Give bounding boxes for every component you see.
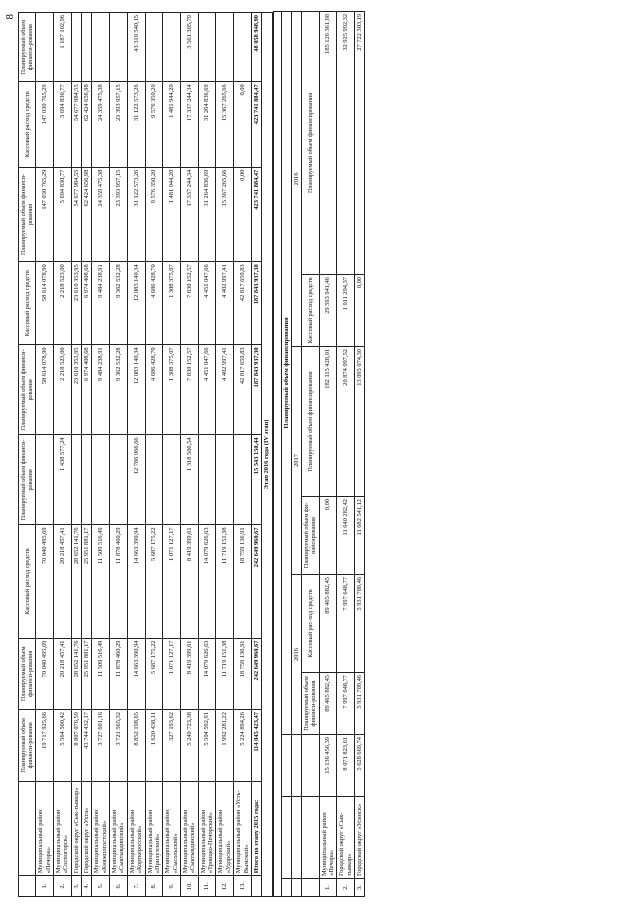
row-number: 7. (127, 876, 145, 897)
row-name: Городской округ «Усинск» (355, 797, 365, 879)
row-number: 12. (216, 876, 234, 897)
row-number: 1. (319, 879, 337, 897)
value-cell: 6 974 408,68 (82, 345, 92, 435)
value-cell: 9 484 238,91 (92, 345, 110, 435)
value-cell (36, 435, 54, 525)
value-cell (145, 13, 163, 82)
value-cell: 4 451 047,66 (198, 262, 216, 345)
value-cell: 25 951 881,17 (82, 525, 92, 638)
value-cell (234, 435, 252, 525)
value-cell: 58 614 078,90 (36, 345, 54, 435)
value-cell: 19 717 925,66 (36, 710, 54, 782)
row-name: Муниципальный район «Удорский» (216, 781, 234, 876)
value-cell: 147 030 765,29 (36, 82, 54, 167)
row-number: 5. (92, 876, 110, 897)
value-cell: 5 504 592,91 (198, 710, 216, 782)
value-cell: 15 367 265,66 (216, 167, 234, 262)
value-cell: 15 367 265,66 (216, 82, 234, 167)
value-cell: 0,00 (234, 82, 252, 167)
value-cell: 43 310 540,15 (127, 13, 145, 82)
value-cell: 43 744 432,17 (82, 710, 92, 782)
value-cell: 89 465 882,45 (319, 575, 337, 673)
value-cell: 8 419 399,61 (181, 638, 199, 710)
stage-label: Этап 2016 года (IV этап) (262, 13, 272, 897)
row-number: 8. (145, 876, 163, 897)
total-cell: 187 843 937,30 (251, 345, 261, 435)
header-cell: Планируемый объем финансирования (302, 11, 319, 274)
value-cell (163, 13, 181, 82)
row-name: Городской округ «Сык-тывкар» (337, 797, 355, 879)
value-cell: 54 677 984,55 (71, 167, 81, 262)
table-row (355, 11, 365, 896)
header-cell (19, 876, 36, 897)
table-row (163, 13, 181, 897)
row-name: Городской округ «Сык-тывкар» (71, 781, 81, 876)
value-cell: 23 610 353,95 (71, 345, 81, 435)
table-row (92, 13, 110, 897)
value-cell: 12 786 066,66 (127, 435, 145, 525)
value-cell (36, 13, 54, 82)
row-number: 13. (234, 876, 252, 897)
value-cell: 9 362 532,28 (110, 262, 128, 345)
value-cell: 9 576 350,20 (145, 167, 163, 262)
value-cell: 24 359 475,38 (92, 82, 110, 167)
value-cell: 89 465 882,45 (319, 673, 337, 735)
row-number: 2. (337, 879, 355, 897)
value-cell: 1 071 127,17 (163, 525, 181, 638)
row-name: Муниципальный район «Сыктывдинский» (181, 781, 199, 876)
value-cell: 23 393 957,15 (110, 82, 128, 167)
row-number: 6. (110, 876, 128, 897)
value-cell: 327 193,62 (163, 710, 181, 782)
table-row (337, 11, 355, 896)
table-sheet (18, 12, 365, 897)
value-cell: 1 071 127,17 (163, 638, 181, 710)
value-cell: 17 337 244,34 (181, 167, 199, 262)
value-cell: 20 218 457,41 (53, 638, 71, 710)
value-cell: 3 721 565,32 (110, 710, 128, 782)
value-cell: 1 308 375,07 (163, 345, 181, 435)
total-cell: 242 649 960,67 (251, 525, 261, 638)
value-cell: 4 451 047,66 (198, 345, 216, 435)
value-cell: 11 878 460,29 (110, 638, 128, 710)
value-cell: 5 931 709,46 (355, 673, 365, 735)
value-cell (145, 435, 163, 525)
table2-title-row (281, 11, 291, 896)
header-cell: Планируемый объем финанси-рования (302, 673, 319, 735)
value-cell: 5 687 175,22 (145, 638, 163, 710)
year-2017: 2017 (291, 347, 301, 575)
value-cell (82, 435, 92, 525)
stage-row (262, 13, 272, 897)
value-cell: 11 878 460,29 (110, 525, 128, 638)
value-cell: 0,00 (355, 275, 365, 347)
row-name: Муниципальный район «Сыктывдинский» (110, 781, 128, 876)
value-cell: 8 071 823,61 (337, 735, 355, 797)
table-row (71, 13, 81, 897)
value-cell (82, 13, 92, 82)
header-cell: Кассовый расход средств (302, 275, 319, 347)
value-cell: 5 564 500,42 (53, 710, 71, 782)
value-cell: 11 682 541,12 (355, 497, 365, 575)
value-cell: 12 083 140,34 (127, 262, 145, 345)
value-cell: 62 424 656,98 (82, 167, 92, 262)
value-cell: 2 218 523,00 (53, 262, 71, 345)
value-cell: 5 687 175,22 (145, 525, 163, 638)
row-name: Муниципальный район «Прилузский» (145, 781, 163, 876)
row-name: Муниципальный район «Сосногорск» (53, 781, 71, 876)
header-cell: Кассовый расход средств (19, 525, 36, 638)
value-cell (234, 13, 252, 82)
header-cell: Планируемый объем финанси-рования (19, 638, 36, 710)
page-number: 8 (4, 14, 16, 20)
value-cell: 31 122 573,26 (127, 167, 145, 262)
value-cell: 7 997 648,77 (337, 575, 355, 673)
row-name: Муниципальный район «Печора» (36, 781, 54, 876)
value-cell: 25 951 881,17 (82, 638, 92, 710)
value-cell: 62 424 656,98 (82, 82, 92, 167)
value-cell: 0,00 (234, 167, 252, 262)
value-cell: 11 509 516,49 (92, 638, 110, 710)
value-cell: 9 576 350,20 (145, 82, 163, 167)
value-cell: 70 040 495,69 (36, 525, 54, 638)
value-cell: 58 614 078,90 (36, 262, 54, 345)
value-cell (216, 13, 234, 82)
table-row (145, 13, 163, 897)
value-cell: 32 925 992,32 (337, 11, 355, 274)
value-cell: 31 264 836,69 (198, 82, 216, 167)
value-cell: 54 677 984,55 (71, 82, 81, 167)
value-cell: 42 817 659,83 (234, 262, 252, 345)
row-number: 2. (53, 876, 71, 897)
year-2016-b: 2016 (291, 11, 301, 346)
value-cell: 31 122 573,26 (127, 82, 145, 167)
value-cell: 5 694 830,77 (53, 82, 71, 167)
value-cell: 18 759 136,91 (234, 525, 252, 638)
value-cell: 7 830 152,57 (181, 262, 199, 345)
header-cell: Планируемый объем финанси-рования (19, 435, 36, 525)
value-cell: 9 484 238,91 (92, 262, 110, 345)
value-cell: 1 620 438,11 (145, 710, 163, 782)
value-cell: 1 438 577,24 (53, 435, 71, 525)
table2-header-row (302, 11, 319, 896)
value-cell: 1 187 102,96 (53, 13, 71, 82)
value-cell: 5 694 830,77 (53, 167, 71, 262)
value-cell: 17 337 244,34 (181, 82, 199, 167)
value-cell: 70 040 495,69 (36, 638, 54, 710)
value-cell (71, 435, 81, 525)
value-cell: 5 628 669,74 (355, 735, 365, 797)
total-cell: 423 741 884,47 (251, 167, 261, 262)
value-cell: 12 083 140,34 (127, 345, 145, 435)
table-row (110, 13, 128, 897)
header-cell: Планируемый объем финанси-рования (19, 167, 36, 262)
row-number: 3. (71, 876, 81, 897)
value-cell: 11 719 151,38 (216, 638, 234, 710)
row-name: Муниципальный район «Усть-Вымский» (234, 781, 252, 876)
value-cell (92, 435, 110, 525)
table-row (181, 13, 199, 897)
value-cell: 1 992 281,22 (216, 710, 234, 782)
value-cell: 31 264 836,69 (198, 167, 216, 262)
table-row (216, 13, 234, 897)
header-cell: Планируемый объем финанси-рования (19, 710, 36, 782)
table2-title: Планируемый объем финансирования (281, 11, 291, 734)
row-name: Муниципальный район «Троицко-Печорский» (198, 781, 216, 876)
value-cell (163, 435, 181, 525)
header-cell: Планируемый объем финанси-рования (19, 13, 36, 82)
value-cell: 20 874 097,52 (337, 347, 355, 497)
value-cell: 1 318 506,54 (181, 435, 199, 525)
value-cell: 15 136 456,39 (319, 735, 337, 797)
table-row (53, 13, 71, 897)
total-cell: 242 649 960,67 (251, 638, 261, 710)
total-cell: 423 741 884,47 (251, 82, 261, 167)
value-cell: 14 663 390,94 (127, 525, 145, 638)
table-row (82, 13, 92, 897)
row-number: 4. (82, 876, 92, 897)
row-number: 11. (198, 876, 216, 897)
value-cell: 5 224 894,26 (234, 710, 252, 782)
total-cell: 187 843 937,30 (251, 262, 261, 345)
value-cell: 185 126 361,68 (319, 11, 337, 274)
value-cell: 4 402 997,41 (216, 345, 234, 435)
value-cell: 5 931 709,46 (355, 575, 365, 673)
table1-header-row (19, 13, 36, 897)
table-row (127, 13, 145, 897)
value-cell: 28 652 141,76 (71, 638, 81, 710)
value-cell: 3 727 601,16 (92, 710, 110, 782)
financing-table-2016 (273, 11, 366, 897)
value-cell (92, 13, 110, 82)
header-cell: Кассовый расход средств (19, 82, 36, 167)
value-cell: 8 852 198,65 (127, 710, 145, 782)
table-row (319, 11, 337, 896)
value-cell: 1 481 944,20 (163, 82, 181, 167)
value-cell: 8 419 399,61 (181, 525, 199, 638)
row-number: 3. (355, 879, 365, 897)
value-cell: 5 240 723,38 (181, 710, 199, 782)
value-cell: 4 402 997,41 (216, 262, 234, 345)
table2-year-row (291, 11, 301, 896)
row-name: Муниципальный район «Сысольский» (163, 781, 181, 876)
value-cell: 6 974 408,68 (82, 262, 92, 345)
value-cell: 9 362 532,28 (110, 345, 128, 435)
value-cell: 4 686 428,70 (145, 345, 163, 435)
value-cell: 11 640 282,42 (337, 497, 355, 575)
table-row (198, 13, 216, 897)
value-cell: 14 079 626,63 (198, 638, 216, 710)
value-cell: 23 610 353,95 (71, 262, 81, 345)
value-cell: 14 663 390,94 (127, 638, 145, 710)
value-cell: 7 830 152,57 (181, 345, 199, 435)
total-cell: 48 058 948,90 (251, 13, 261, 82)
value-cell (198, 435, 216, 525)
value-cell: 3 561 305,79 (181, 13, 199, 82)
value-cell: 24 359 475,38 (92, 167, 110, 262)
financing-table-2015 (18, 12, 273, 897)
value-cell (71, 13, 81, 82)
header-cell: Планируемый объем финансирования (302, 347, 319, 497)
row-name: Городской округ «Ухта» (82, 781, 92, 876)
value-cell (110, 435, 128, 525)
value-cell: 7 997 648,77 (337, 673, 355, 735)
total-cell: 15 543 150,44 (251, 435, 261, 525)
header-cell: Планируемый объем финанси-рования (19, 345, 36, 435)
row-number: 9. (163, 876, 181, 897)
table1-body (36, 13, 252, 897)
table-row (234, 13, 252, 897)
table2-body (319, 11, 365, 896)
value-cell: 42 817 659,83 (234, 345, 252, 435)
value-cell: 0,00 (319, 497, 337, 575)
value-cell: 13 095 074,30 (355, 347, 365, 497)
value-cell: 1 481 944,20 (163, 167, 181, 262)
row-name: Муниципальный район «Корткеросский» (127, 781, 145, 876)
value-cell: 2 218 523,00 (53, 345, 71, 435)
value-cell: 182 115 428,01 (319, 347, 337, 497)
value-cell: 20 218 457,41 (53, 525, 71, 638)
value-cell: 23 393 957,15 (110, 167, 128, 262)
value-cell: 28 652 141,76 (71, 525, 81, 638)
value-cell (198, 13, 216, 82)
value-cell: 14 079 626,63 (198, 525, 216, 638)
value-cell: 1 308 375,07 (163, 262, 181, 345)
row-name: Муниципальный район «Княжпогостский» (92, 781, 110, 876)
header-cell: Планируемый объем фи-нансирования (302, 497, 319, 575)
table-row (36, 13, 54, 897)
value-cell: 29 593 941,46 (319, 275, 337, 347)
header-cell (19, 781, 36, 876)
row-number: 10. (181, 876, 199, 897)
year-2016: 2016 (291, 575, 301, 735)
value-cell: 4 686 428,70 (145, 262, 163, 345)
value-cell: 147 030 765,29 (36, 167, 54, 262)
row-name: Муниципальный район «Печора» (319, 797, 337, 879)
value-cell (216, 435, 234, 525)
total-cell: 114 045 423,47 (251, 710, 261, 782)
value-cell: 27 722 303,19 (355, 11, 365, 274)
value-cell: 11 509 516,49 (92, 525, 110, 638)
value-cell: 18 759 136,91 (234, 638, 252, 710)
value-cell: 1 011 294,37 (337, 275, 355, 347)
value-cell: 11 719 151,38 (216, 525, 234, 638)
row-number: 1. (36, 876, 54, 897)
header-cell: Кассовый рас-ход средств (302, 575, 319, 673)
header-cell: Кассовый расход средств (19, 262, 36, 345)
total-label: Итого по этапу 2015 года: (251, 781, 261, 876)
table1-total-row (251, 13, 261, 897)
value-cell (110, 13, 128, 82)
value-cell: 8 807 076,59 (71, 710, 81, 782)
